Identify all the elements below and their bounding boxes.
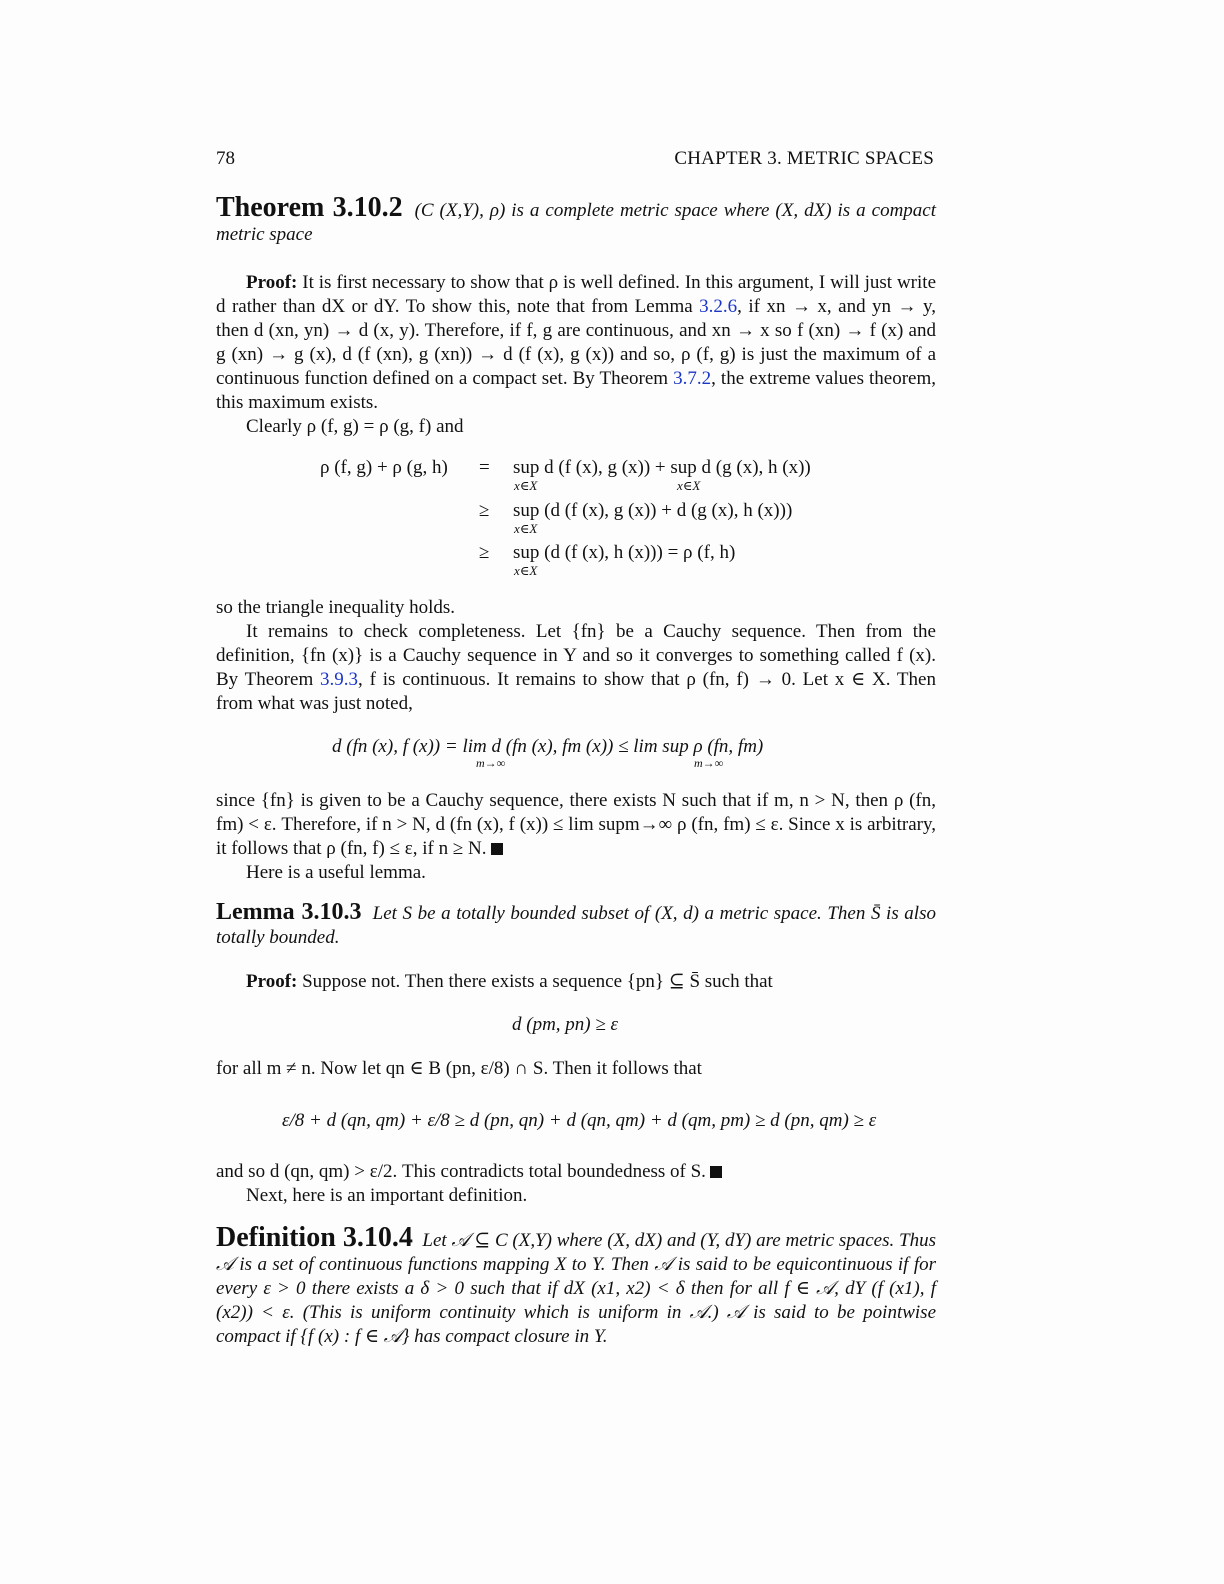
align-lhs: ρ (f, g) + ρ (g, h) xyxy=(320,457,448,478)
chapter-title: CHAPTER 3. METRIC SPACES xyxy=(674,148,934,169)
theorem-label: Theorem 3.10.2 xyxy=(216,192,403,223)
definition-block xyxy=(216,1222,937,1349)
limsup-subscript: m→∞ xyxy=(694,756,724,770)
proof-paragraph-1 xyxy=(216,271,936,439)
proof-text: , f is continuous. It remains to show that ρ (fn, f) → 0. Let x ∈ X. Then from what was just noted, xyxy=(216,669,936,714)
proof-2-paragraph-1 xyxy=(216,970,936,994)
proof-text: Suppose not. Then there exists a sequence {pn} ⊆ S̄ such that xyxy=(302,971,773,992)
qed-square-icon xyxy=(710,1166,722,1178)
proof-paragraph-3 xyxy=(216,789,936,885)
proof-label: Proof: xyxy=(246,272,298,293)
proof-text: Here is a useful lemma. xyxy=(246,862,426,883)
proof-text: and so d (qn, qm) > ε/2. This contradicts total boundedness of S. xyxy=(216,1161,706,1182)
align-rhs-3: sup (d (f (x), h (x))) = ρ (f, h) xyxy=(513,542,736,563)
proof-text: , the extreme values theorem, this maximum exists. xyxy=(216,368,937,413)
ref-theorem-3-9-3[interactable]: 3.9.3 xyxy=(320,669,359,690)
align-rel-2: ≥ xyxy=(479,500,490,521)
lemma-block xyxy=(216,900,936,950)
epsilon-inequality: ε/8 + d (qn, qm) + ε/8 ≥ d (pn, qn) + d (qn, qm) + d (qm, pm) ≥ d (pn, qm) ≥ ε xyxy=(282,1110,877,1131)
lemma-label: Lemma 3.10.3 xyxy=(216,899,362,925)
proof-text: It is first necessary to show that ρ is well defined. In this argument, I will just write d rather than dX or dY. To show this, note that from Lemma xyxy=(216,272,936,317)
proof-text: , if xn → x, and yn → y, then d (xn, yn) → d (x, y). Therefore, if f, g are continuous, and xn → x so f (xn) → f (x) and g (xn) → g (x), d (f (xn), g (xn)) → d (f (x), g (x)) and so, ρ (f, g) is just the maximum of a continuous function defined on a compact set. By Theorem xyxy=(216,296,937,389)
proof-text: so the triangle inequality holds. xyxy=(216,597,456,618)
proof-paragraph-2 xyxy=(216,596,936,716)
proof-text: for all m ≠ n. Now let qn ∈ B (pn, ε/8) ∩ S. Then it follows that xyxy=(216,1058,702,1079)
proof-2-paragraph-3 xyxy=(216,1160,936,1208)
definition-label: Definition 3.10.4 xyxy=(216,1222,413,1253)
definition-statement: Let 𝒜 ⊆ C (X,Y) where (X, dX) and (Y, dY) are metric spaces. Thus 𝒜 is a set of continuous functions mapping X to Y. Then 𝒜 is said to be equicontinuous if for every ε > 0 there exists a δ > 0 such that if dX (x1, x2) < δ then for all f ∈ 𝒜, dY (f (x1), f (x2)) < ε. (This is uniform continuity which is uniform in 𝒜.) 𝒜 is said to be pointwise compact if {f (x) : f ∈ 𝒜} has compact closure in Y. xyxy=(216,1230,937,1347)
proof-text: It remains to check completeness. Let {fn} be a Cauchy sequence. Then from the definition, {fn (x)} is a Cauchy sequence in Y and so it converges to something called f (x). By Theorem xyxy=(216,621,936,690)
lim-subscript: m→∞ xyxy=(476,756,506,770)
sub-x-in-X: x∈X xyxy=(514,478,538,493)
ref-lemma-3-2-6[interactable]: 3.2.6 xyxy=(699,296,738,317)
qed-square-icon xyxy=(491,843,503,855)
ref-theorem-3-7-2[interactable]: 3.7.2 xyxy=(673,368,712,389)
lemma-statement: Let S be a totally bounded subset of (X, d) a metric space. Then S̄ is also totally bounded. xyxy=(216,903,936,948)
align-rel-1: = xyxy=(479,457,490,478)
sub-x-in-X: x∈X xyxy=(514,563,538,578)
page-number: 78 xyxy=(216,148,235,169)
align-rhs-2: sup (d (f (x), g (x)) + d (g (x), h (x))) xyxy=(513,500,793,521)
align-rel-3: ≥ xyxy=(479,542,490,563)
distance-inequality: d (pm, pn) ≥ ε xyxy=(512,1014,619,1035)
sub-x-in-X: x∈X xyxy=(677,478,701,493)
sub-x-in-X: x∈X xyxy=(514,521,538,536)
limit-equation: d (fn (x), f (x)) = lim d (fn (x), fm (x)) ≤ lim sup ρ (fn, fm) xyxy=(332,736,764,757)
proof-label: Proof: xyxy=(246,971,298,992)
proof-text: Clearly ρ (f, g) = ρ (g, f) and xyxy=(246,416,464,437)
proof-2-paragraph-2 xyxy=(216,1057,936,1081)
theorem-block xyxy=(216,192,937,247)
align-rhs-1: sup d (f (x), g (x)) + sup d (g (x), h (x)) xyxy=(513,457,811,478)
proof-text: since {fn} is given to be a Cauchy sequence, there exists N such that if m, n > N, then ρ (fn, fm) < ε. Therefore, if n > N, d (fn (x), f (x)) ≤ lim supm→∞ ρ (fn, fm) ≤ ε. Since x is arbitrary, it follows that ρ (fn, f) ≤ ε, if n ≥ N. xyxy=(216,790,936,859)
theorem-statement: (C (X,Y), ρ) is a complete metric space where (X, dX) is a compact metric space xyxy=(216,200,937,245)
proof-text: Next, here is an important definition. xyxy=(246,1185,528,1206)
